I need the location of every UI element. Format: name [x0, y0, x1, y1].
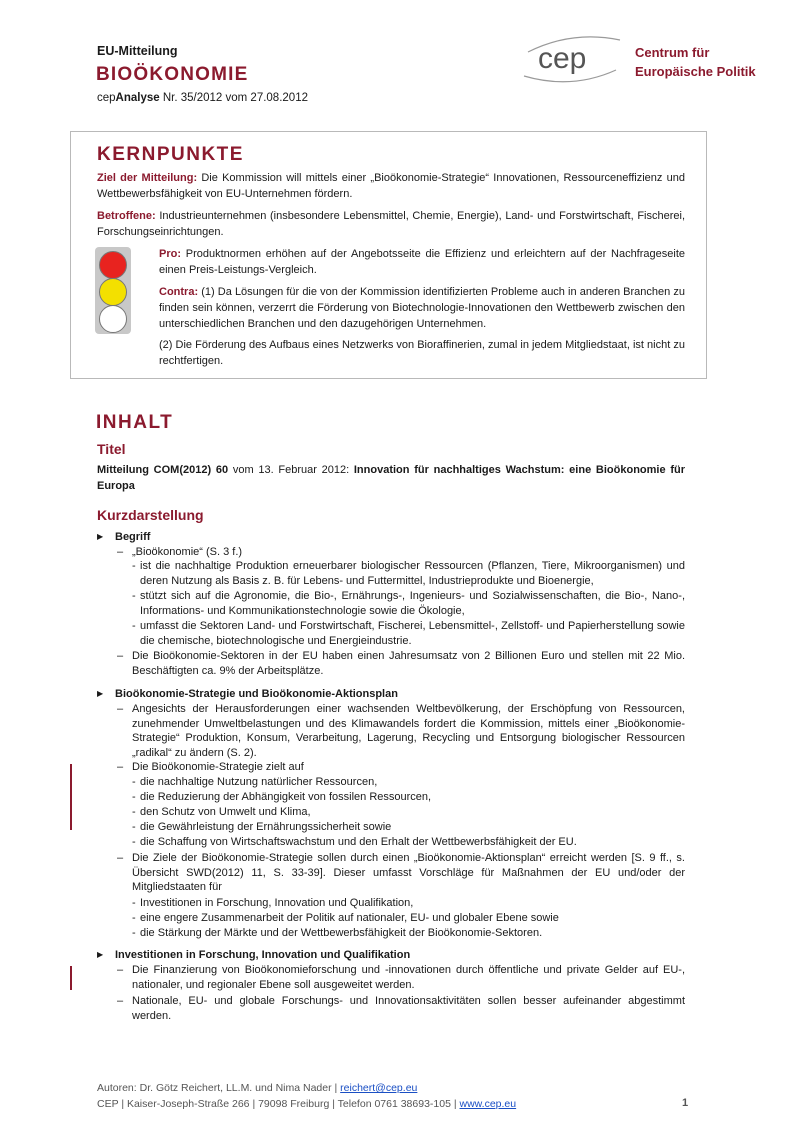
list-item-text: Die Ziele der Bioökonomie-Strategie sollen durch einen „Bioökonomie-Aktionsplan“ erreicht werden [S. 9 ff., s. Übersicht SWD(2012) 11, S. 33-39]. Dieser umfasst Vorschläge für Maßnahmen der EU und/oder der Mitgliedstaaten für: [132, 852, 685, 893]
ref-prefix: cep: [97, 92, 116, 104]
sub-list-item: - den Schutz von Umwelt und Klima,: [132, 805, 685, 820]
ref-rest: Nr. 35/2012 vom 27.08.2012: [159, 92, 308, 104]
section-title: Investitionen in Forschung, Innovation und Qualifikation: [115, 949, 411, 961]
list-item-text: Die Bioökonomie-Sektoren in der EU haben einen Jahresumsatz von 2 Billionen Euro und stellen mit 22 Mio. Beschäftigten ca. 9% der Arbeitsplätze.: [132, 650, 685, 677]
org-line-2: Europäische Politik: [635, 64, 756, 79]
change-marker: [70, 764, 72, 830]
affected-label: Betroffene:: [97, 210, 156, 222]
list-item: – Die Bioökonomie-Sektoren in der EU haben einen Jahresumsatz von 2 Billionen Euro und stellen mit 22 Mio. Beschäftigten ca. 9% der Arbeitsplätze.: [117, 650, 685, 677]
sub-list-item: - eine engere Zusammenarbeit der Politik auf nationaler, EU- und globaler Ebene sowie: [132, 911, 685, 926]
sub-list-item: - die Stärkung der Märkte und der Wettbewerbsfähigkeit der Bioökonomie-Sektoren.: [132, 926, 685, 941]
section-heading-begriff: [97, 531, 150, 543]
authors-text: Autoren: Dr. Götz Reichert, LL.M. und Nima Nader |: [97, 1082, 341, 1094]
sub-list-item: - stützt sich auf die Agronomie, die Bio-, Ernährungs-, Ingenieurs- und Sozialwissenschaften, die Bio-, Nano-, Informations- und Kommunikationstechnologie sowie die Ökologie,: [132, 590, 685, 617]
contra-text: (1) Da Lösungen für die von der Kommission identifizierten Probleme auch in anderen Branchen zu finden sein können, verzerrt die Förderung von Biotechnologie-Innovationen den Wettbewerb zwischen den unterschiedlichen Branchen und den dazugehörigen Unternehmen.: [159, 286, 685, 330]
list-item: – Die Ziele der Bioökonomie-Strategie sollen durch einen „Bioökonomie-Aktionsplan“ erreicht werden [S. 9 ff., s. Übersicht SWD(2012) 11, S. 33-39]. Dieser umfasst Vorschläge für Maßnahmen der EU und/oder der Mitgliedstaaten für: [117, 852, 685, 893]
pro-paragraph: [159, 246, 685, 278]
arrow-right-icon: ▶: [97, 689, 104, 698]
pro-label: Pro:: [159, 248, 181, 260]
sub-list-item-text: umfasst die Sektoren Land- und Forstwirtschaft, Fischerei, Lebensmittel-, Zellstoff- und Papierherstellung sowie die chemische, biotechnologische und Energieindustrie.: [140, 620, 685, 647]
affected-paragraph: [97, 208, 685, 240]
list-item: – Die Finanzierung von Bioökonomieforschung und -innovationen durch öffentliche und private Gelder auf EU-, nationaler, und regionaler Ebene soll ausgeweitet werden.: [117, 964, 685, 991]
list-item: – Die Bioökonomie-Strategie zielt auf: [117, 760, 685, 775]
address-text: CEP | Kaiser-Joseph-Straße 266 | 79098 Freiburg | Telefon 0761 38693-105 |: [97, 1098, 460, 1110]
page-number: 1: [682, 1097, 689, 1109]
key-points-title: KERNPUNKTE: [97, 144, 244, 165]
list-item-text: Angesichts der Herausforderungen einer wachsenden Weltbevölkerung, der Erschöpfung von Ressourcen, zunehmender Umweltbelastungen und des Klimawandels fordert die Kommission, mittels einer „Bioökonomie-Strategie“ Produktion, Konsum, Verarbeitung, Lagerung, Recycling und Entsorgung biologischer Ressourcen „radikal“ zu ändern (S. 2).: [132, 703, 685, 759]
sub-list-item: - umfasst die Sektoren Land- und Forstwirtschaft, Fischerei, Lebensmittel-, Zellstoff- und Papierherstellung sowie die chemische, biotechnologische und Energieindustrie.: [132, 620, 685, 647]
list-item-text: Die Bioökonomie-Strategie zielt auf: [132, 761, 304, 773]
section-title: Bioökonomie-Strategie und Bioökonomie-Aktionsplan: [115, 688, 398, 700]
document-type: EU-Mitteilung: [97, 44, 178, 58]
contra-paragraph-2: (2) Die Förderung des Aufbaus eines Netzwerks von Bioraffinerien, zumal in jedem Mitgliedstaat, ist nicht zu rechtfertigen.: [159, 339, 685, 367]
summary-heading: Kurzdarstellung: [97, 507, 204, 523]
content-title: INHALT: [96, 412, 174, 433]
email-link[interactable]: reichert@cep.eu: [340, 1082, 418, 1094]
objective-paragraph: [97, 170, 685, 202]
sub-list-item-text: eine engere Zusammenarbeit der Politik auf nationaler, EU- und globaler Ebene sowie: [140, 912, 559, 924]
sub-list-item-text: ist die nachhaltige Produktion erneuerbarer biologischer Ressourcen (Pflanzen, Tiere, Mikroorganismen) und deren Nutzung als Basis z. B. für Lebens- und Futtermittel, Industrieprodukte und Bioenergie,: [140, 560, 685, 587]
sub-list-item-text: die Gewährleistung der Ernährungssicherheit sowie: [140, 821, 392, 833]
document-reference: [97, 92, 308, 104]
section-heading-investitionen: [97, 949, 410, 961]
ref-bold: Analyse: [115, 92, 160, 104]
pro-text: Produktnormen erhöhen auf der Angebotsseite die Effizienz und erleichtern auf der Nachfrageseite einen Preis-Leistungs-Vergleich.: [159, 248, 685, 276]
title-mid: vom 13. Februar 2012:: [228, 464, 354, 476]
sub-list-item-text: stützt sich auf die Agronomie, die Bio-, Ernährungs-, Ingenieurs- und Sozialwissenschaften, die Bio-, Nano-, Informations- und Kommunikationstechnologie sowie die Ökologie,: [140, 590, 685, 617]
list-item-text: Die Finanzierung von Bioökonomieforschung und -innovationen durch öffentliche und private Gelder auf EU-, nationaler, und regionaler Ebene soll ausgeweitet werden.: [132, 964, 685, 991]
footer-address: [97, 1098, 516, 1110]
list-item-text: „Bioökonomie“ (S. 3 f.): [132, 546, 243, 558]
list-item: – „Bioökonomie“ (S. 3 f.): [117, 545, 685, 560]
sub-list-item-text: die Schaffung von Wirtschaftswachstum und den Erhalt der Wettbewerbsfähigkeit der EU.: [140, 836, 577, 848]
list-item: – Angesichts der Herausforderungen einer wachsenden Weltbevölkerung, der Erschöpfung von Ressourcen, zunehmender Umweltbelastungen und des Klimawandels fordert die Kommission, mittels einer „Bioökonomie-Strategie“ Produktion, Konsum, Verarbeitung, Lagerung, Recycling und Entsorgung biologischer Ressourcen „radikal“ zu ändern (S. 2).: [117, 703, 685, 759]
footer-authors: [97, 1082, 417, 1094]
sub-list-item-text: die Stärkung der Märkte und der Wettbewerbsfähigkeit der Bioökonomie-Sektoren.: [140, 927, 543, 939]
arrow-right-icon: ▶: [97, 950, 104, 959]
change-marker: [70, 966, 72, 990]
sub-list-item: - die Reduzierung der Abhängigkeit von fossilen Ressourcen,: [132, 790, 685, 805]
white-lamp: [99, 305, 127, 333]
sub-list-item-text: die Reduzierung der Abhängigkeit von fossilen Ressourcen,: [140, 791, 432, 803]
organization-name: [635, 43, 756, 81]
document-title: BIOÖKONOMIE: [96, 64, 249, 85]
title-text: [97, 462, 685, 494]
section-title: Begriff: [115, 531, 151, 543]
sub-list-item: - Investitionen in Forschung, Innovation und Qualifikation,: [132, 896, 685, 911]
affected-text: Industrieunternehmen (insbesondere Lebensmittel, Chemie, Energie), Land- und Forstwirtschaft, Fischerei, Forschungseinrichtungen.: [97, 210, 685, 238]
org-line-1: Centrum für: [635, 45, 710, 60]
sub-list-item: - die Schaffung von Wirtschaftswachstum und den Erhalt der Wettbewerbsfähigkeit der EU.: [132, 835, 685, 850]
title-heading: Titel: [97, 441, 126, 457]
objective-text: Die Kommission will mittels einer „Bioökonomie-Strategie“ Innovationen, Ressourceneffizienz und Wettbewerbsfähigkeit von EU-Unternehmen fördern.: [97, 172, 685, 200]
traffic-light-icon: [95, 247, 131, 334]
yellow-lamp: [99, 278, 127, 306]
website-link[interactable]: www.cep.eu: [459, 1098, 517, 1110]
sub-list-item: - ist die nachhaltige Produktion erneuerbarer biologischer Ressourcen (Pflanzen, Tiere, Mikroorganismen) und deren Nutzung als Basis z. B. für Lebens- und Futtermittel, Industrieprodukte und Bioenergie,: [132, 560, 685, 587]
arrow-right-icon: ▶: [97, 532, 104, 541]
title-bold-1: Mitteilung COM(2012) 60: [97, 464, 229, 476]
sub-list-item-text: den Schutz von Umwelt und Klima,: [140, 806, 311, 818]
contra-label: Contra:: [159, 286, 199, 298]
contra-paragraph: [159, 284, 685, 332]
list-item-text: Nationale, EU- und globale Forschungs- und Innovationsaktivitäten sollen besser aufeinander abgestimmt werden.: [132, 995, 685, 1022]
sub-list-item-text: die nachhaltige Nutzung natürlicher Ressourcen,: [140, 776, 378, 788]
sub-list-item-text: Investitionen in Forschung, Innovation und Qualifikation,: [140, 897, 414, 909]
sub-list-item: - die Gewährleistung der Ernährungssicherheit sowie: [132, 820, 685, 835]
red-lamp: [99, 251, 127, 279]
sub-list-item: - die nachhaltige Nutzung natürlicher Ressourcen,: [132, 775, 685, 790]
cep-logo: [520, 30, 625, 85]
objective-label: Ziel der Mitteilung:: [97, 172, 198, 184]
section-heading-strategie: [97, 688, 398, 700]
logo-text: cep: [538, 42, 587, 75]
list-item: – Nationale, EU- und globale Forschungs- und Innovationsaktivitäten sollen besser aufeinander abgestimmt werden.: [117, 995, 685, 1022]
title-bold-2: Innovation für nachhaltiges Wachstum: eine Bioökonomie für Europa: [97, 464, 685, 492]
